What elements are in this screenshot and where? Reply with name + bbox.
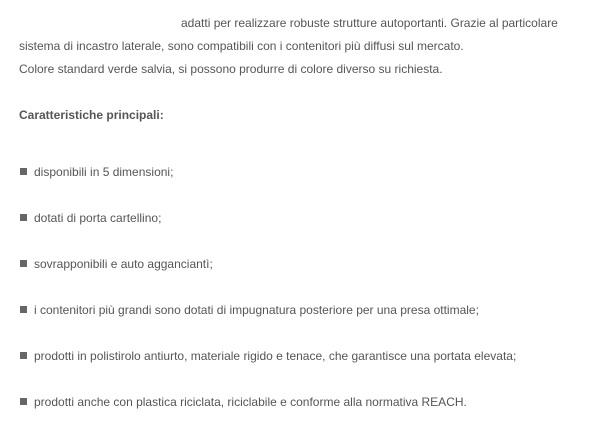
square-bullet-icon bbox=[20, 168, 27, 175]
feature-text: disponibili in 5 dimensioni; bbox=[34, 165, 174, 179]
feature-item bbox=[19, 302, 516, 348]
square-bullet-icon bbox=[20, 260, 27, 267]
intro-paragraph bbox=[19, 12, 599, 81]
feature-item bbox=[19, 164, 516, 210]
features-heading: Caratteristiche principali: bbox=[19, 108, 164, 122]
features-list bbox=[19, 164, 516, 440]
feature-text: i contenitori più grandi sono dotati di impugnatura posteriore per una presa ottimale; bbox=[34, 303, 479, 317]
feature-item bbox=[19, 210, 516, 256]
feature-text: dotati di porta cartellino; bbox=[34, 211, 162, 225]
square-bullet-icon bbox=[20, 398, 27, 405]
square-bullet-icon bbox=[20, 214, 27, 221]
feature-item bbox=[19, 256, 516, 302]
square-bullet-icon bbox=[20, 306, 27, 313]
intro-line-1: adatti per realizzare robuste strutture autoportanti. Grazie al particolare bbox=[181, 16, 558, 30]
feature-text: prodotti in polistirolo antiurto, materiale rigido e tenace, che garantisce una portata elevata; bbox=[34, 349, 517, 363]
feature-item bbox=[19, 348, 516, 394]
feature-text: prodotti anche con plastica riciclata, riciclabile e conforme alla normativa REACH. bbox=[34, 395, 467, 409]
product-description bbox=[19, 12, 599, 409]
feature-text: sovrapponibili e auto agganciantì; bbox=[34, 257, 213, 271]
intro-line-3: Colore standard verde salvia, si possono produrre di colore diverso su richiesta. bbox=[19, 62, 443, 76]
feature-item bbox=[19, 394, 516, 440]
intro-line-2: sistema di incastro laterale, sono compatibili con i contenitori più diffusi sul mercato. bbox=[19, 39, 464, 53]
square-bullet-icon bbox=[20, 352, 27, 359]
